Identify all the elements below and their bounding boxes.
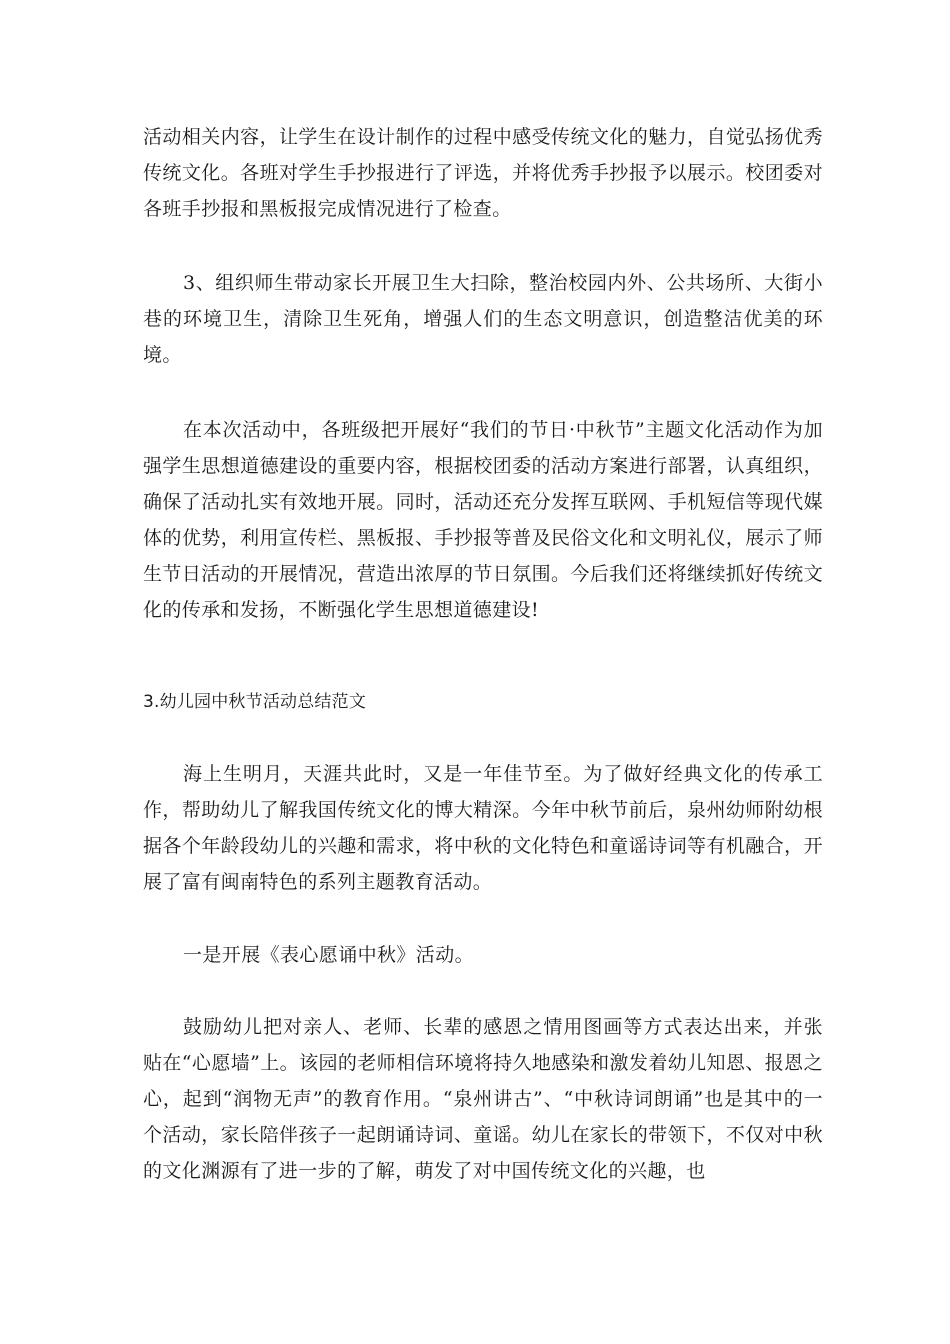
paragraph-wish-activity: 一是开展《表心愿诵中秋》活动。 [183, 944, 475, 966]
paragraph-kindergarten-intro: 海上生明月，天涯共此时，又是一年佳节至。为了做好经典文化的传承工作，帮助幼儿了解我国传统文化的博大精深。今年中秋节前后，泉州幼师附幼根据各个年龄段幼儿的兴趣和需求，将中秋的文化特色和童谣诗词等有机融合，开展了富有闽南特色的系列主题教育活动。 [143, 763, 823, 893]
paragraph-handwritten-newspaper: 活动相关内容，让学生在设计制作的过程中感受传统文化的魅力，自觉弘扬优秀传统文化。各班对学生手抄报进行了评选，并将优秀手抄报予以展示。校团委对各班手抄报和黑板报完成情况进行了检查。 [143, 126, 823, 220]
section-heading: 3.幼儿园中秋节活动总结范文 [143, 692, 367, 712]
paragraph-cleanup: 3、组织师生带动家长开展卫生大扫除，整治校园内外、公共场所、大街小巷的环境卫生，清除卫生死角，增强人们的生态文明意识，创造整洁优美的环境。 [143, 272, 823, 366]
paragraph-activity-summary: 在本次活动中，各班级把开展好“我们的节日·中秋节”主题文化活动作为加强学生思想道德建设的重要内容，根据校团委的活动方案进行部署，认真组织，确保了活动扎实有效地开展。同时，活动还充分发挥互联网、手机短信等现代媒体的优势，利用宣传栏、黑板报、手抄报等普及民俗文化和文明礼仪，展示了师生节日活动的开展情况，营造出浓厚的节日氛围。今后我们还将继续抓好传统文化的传承和发扬，不断强化学生思想道德建设! [143, 419, 823, 621]
paragraph-wish-wall: 鼓励幼儿把对亲人、老师、长辈的感恩之情用图画等方式表达出来，并张贴在“心愿墙”上。该园的老师相信环境将持久地感染和激发着幼儿知恩、报恩之心，起到“润物无声”的教育作用。“泉州讲古”、“中秋诗词朗诵”也是其中的一个活动，家长陪伴孩子一起朗诵诗词、童谣。幼儿在家长的带领下，不仅对中秋的文化渊源有了进一步的了解，萌发了对中国传统文化的兴趣，也 [143, 1016, 823, 1182]
